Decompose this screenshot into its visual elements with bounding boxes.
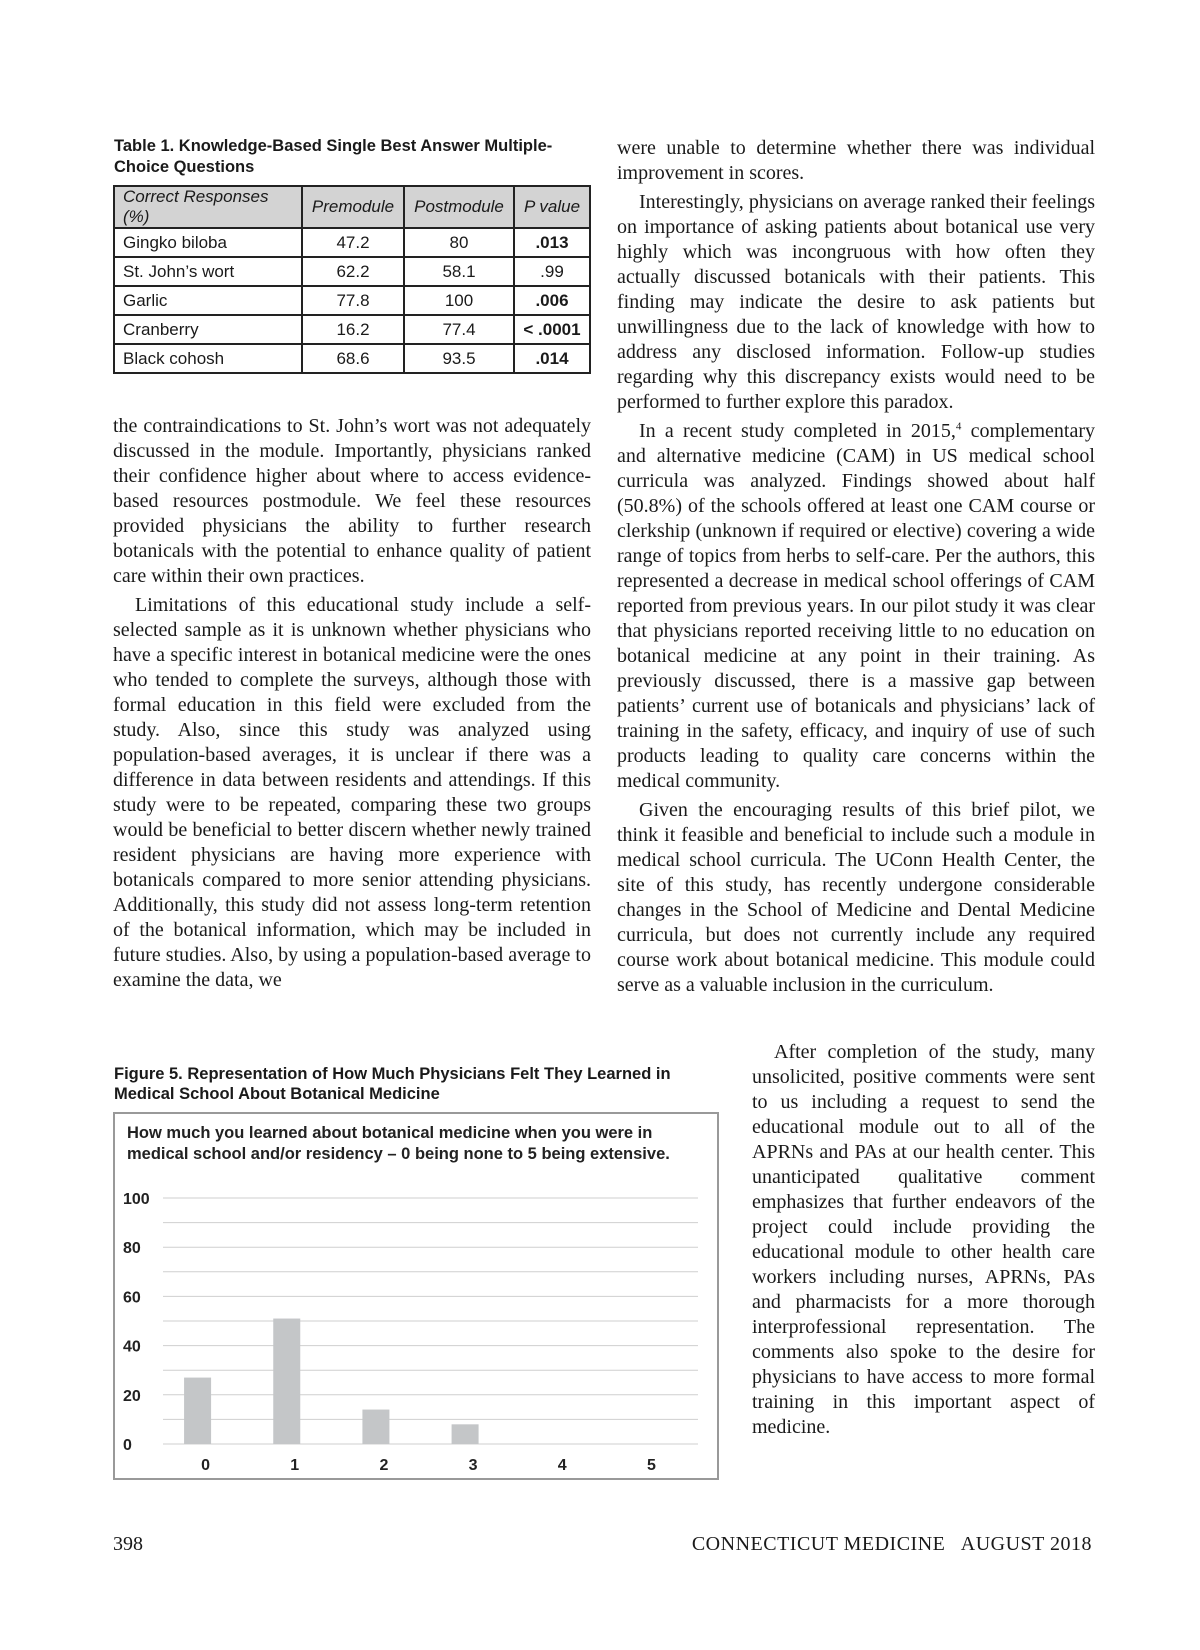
- table-row: [114, 257, 590, 286]
- right-paragraph-4: Given the encouraging results of this brief pilot, we think it feasible and beneficial to include such a module in medical school curricula. The UConn Health Center, the site of this study, has recently undergone considerable changes in the School of Medicine and Dental Medicine curricula, but does not currently include any required course work about botanical medicine. This module could serve as a valuable inclusion in the curriculum.: [617, 799, 1095, 996]
- left-paragraph-1: the contraindications to St. John’s wort was not adequately discussed in the module. Importantly, physicians ranked their confidence higher about where to access evidence-based resources postmodule. We feel these resources provided physicians the ability to further research botanicals with the potential to enhance quality of patient care within their own practices.: [113, 415, 591, 587]
- bar-chart: [115, 1114, 717, 1478]
- y-tick-label: 100: [123, 1191, 150, 1208]
- y-tick-label: 20: [123, 1387, 141, 1405]
- x-tick-label: 0: [201, 1457, 211, 1474]
- row-item: Cranberry: [114, 315, 302, 344]
- row-post: 100: [404, 286, 514, 315]
- row-post: 93.5: [404, 344, 514, 373]
- row-p-value: .013: [514, 228, 590, 257]
- y-tick-label: 40: [123, 1338, 141, 1356]
- row-p-value: .99: [514, 257, 590, 286]
- x-tick-label: 5: [646, 1457, 656, 1474]
- right-paragraph-2: Interestingly, physicians on average ranked their feelings on importance of asking patients about botanical use very highly which was incongruous with how often they actually discussed botanicals with their patients. This finding may indicate the desire to ask patients but unwillingness due to the lack of knowledge with how to address any disclosed information. Follow-up studies regarding why this discrepancy exists would need to be performed to further explore this paradox.: [617, 191, 1095, 413]
- journal-footer: CONNECTICUT MEDICINE AUGUST 2018: [691, 1533, 1092, 1555]
- figure-caption: Figure 5. Representation of How Much Physicians Felt They Learned in Medical School About Botanical Medicine: [114, 1065, 671, 1103]
- header-p-value: P value: [514, 186, 590, 228]
- row-item: Garlic: [114, 286, 302, 315]
- bar: [362, 1410, 389, 1444]
- table-row: [114, 286, 590, 315]
- row-pre: 68.6: [302, 344, 404, 373]
- table-caption: Table 1. Knowledge-Based Single Best Answer Multiple-Choice Questions: [114, 137, 553, 176]
- reference-4: 4: [955, 420, 962, 433]
- table-row: [114, 228, 590, 257]
- chart-box: [113, 1112, 719, 1480]
- right-narrow-column: [752, 1040, 1095, 1440]
- table-row: [114, 344, 590, 373]
- y-tick-label: 80: [123, 1240, 141, 1258]
- header-correct-responses: Correct Responses (%): [114, 186, 302, 228]
- knowledge-table: [113, 185, 591, 374]
- row-pre: 47.2: [302, 228, 404, 257]
- header-premodule: Premodule: [302, 186, 404, 228]
- row-p-value: .014: [514, 344, 590, 373]
- right-paragraph-5: After completion of the study, many unsolicited, positive comments were sent to us including a request to send the educational module out to all of the APRNs and PAs at our health center. This unanticipated qualitative comment emphasizes that further endeavors of the project could include providing the educational module to other health care workers including nurses, APRNs, PAs and pharmacists for a more thorough interprofessional representation. The comments also spoke to the desire for physicians to have access to more formal training in this important aspect of medicine.: [752, 1041, 1095, 1438]
- p3-text-a: In a recent study completed in 2015,: [639, 420, 956, 442]
- table-header-row: [114, 186, 590, 228]
- row-post: 58.1: [404, 257, 514, 286]
- bar: [273, 1319, 300, 1444]
- row-item: Black cohosh: [114, 344, 302, 373]
- row-post: 80: [404, 228, 514, 257]
- row-item: St. John’s wort: [114, 257, 302, 286]
- right-paragraph-1: were unable to determine whether there was individual improvement in scores.: [617, 137, 1095, 184]
- y-tick-label: 0: [123, 1437, 132, 1454]
- row-p-value: .006: [514, 286, 590, 315]
- x-tick-label: 2: [379, 1457, 389, 1474]
- x-tick-label: 3: [468, 1457, 478, 1474]
- right-column: [617, 136, 1095, 998]
- row-pre: 62.2: [302, 257, 404, 286]
- right-paragraph-3: [617, 419, 1095, 794]
- bar: [452, 1424, 479, 1444]
- left-column: [113, 414, 591, 993]
- left-paragraph-2: Limitations of this educational study include a self-selected sample as it is unknown whether physicians who have a specific interest in botanical medicine were the ones who tended to complete the surveys, although those with formal education in this field were excluded from the study. Also, since this study was analyzed using population-based averages, it is unclear if there was a difference in data between residents and attendings. If this study were to be repeated, comparing these two groups would be beneficial to better discern whether newly trained resident physicians are having more experience with botanicals compared to more senior attending physicians. Additionally, this study did not assess long-term retention of the botanical information, which may be included in future studies. Also, by using a population-based average to examine the data, we: [113, 594, 591, 991]
- page-number: 398: [113, 1533, 143, 1555]
- row-p-value: < .0001: [514, 315, 590, 344]
- header-postmodule: Postmodule: [404, 186, 514, 228]
- p3-text-b: complementary and alternative medicine (CAM) in US medical school curricula was analyzed. Findings showed about half (50.8%) of the schools offered at least one CAM course or clerkship (unknown if required or elective) covering a wide range of topics from herbs to self-care. Per the authors, this represented a decrease in medical school offerings of CAM reported from previous years. In our pilot study it was clear that physicians reported receiving little to no education on botanical medicine at any point in their training. As previously discussed, there is a massive gap between patients’ current use of botanicals and physicians’ lack of training in the safety, efficacy, and inquiry of use of such products leading to quality care concerns within the medical community.: [617, 420, 1095, 792]
- row-item: Gingko biloba: [114, 228, 302, 257]
- bar: [184, 1378, 211, 1444]
- y-tick-label: 60: [123, 1289, 141, 1307]
- row-post: 77.4: [404, 315, 514, 344]
- x-tick-label: 4: [557, 1457, 567, 1474]
- row-pre: 16.2: [302, 315, 404, 344]
- chart-title: How much you learned about botanical medicine when you were in medical school and/or residency – 0 being none to 5 being extensive.: [127, 1124, 670, 1163]
- x-tick-label: 1: [290, 1457, 300, 1474]
- table-row: [114, 315, 590, 344]
- row-pre: 77.8: [302, 286, 404, 315]
